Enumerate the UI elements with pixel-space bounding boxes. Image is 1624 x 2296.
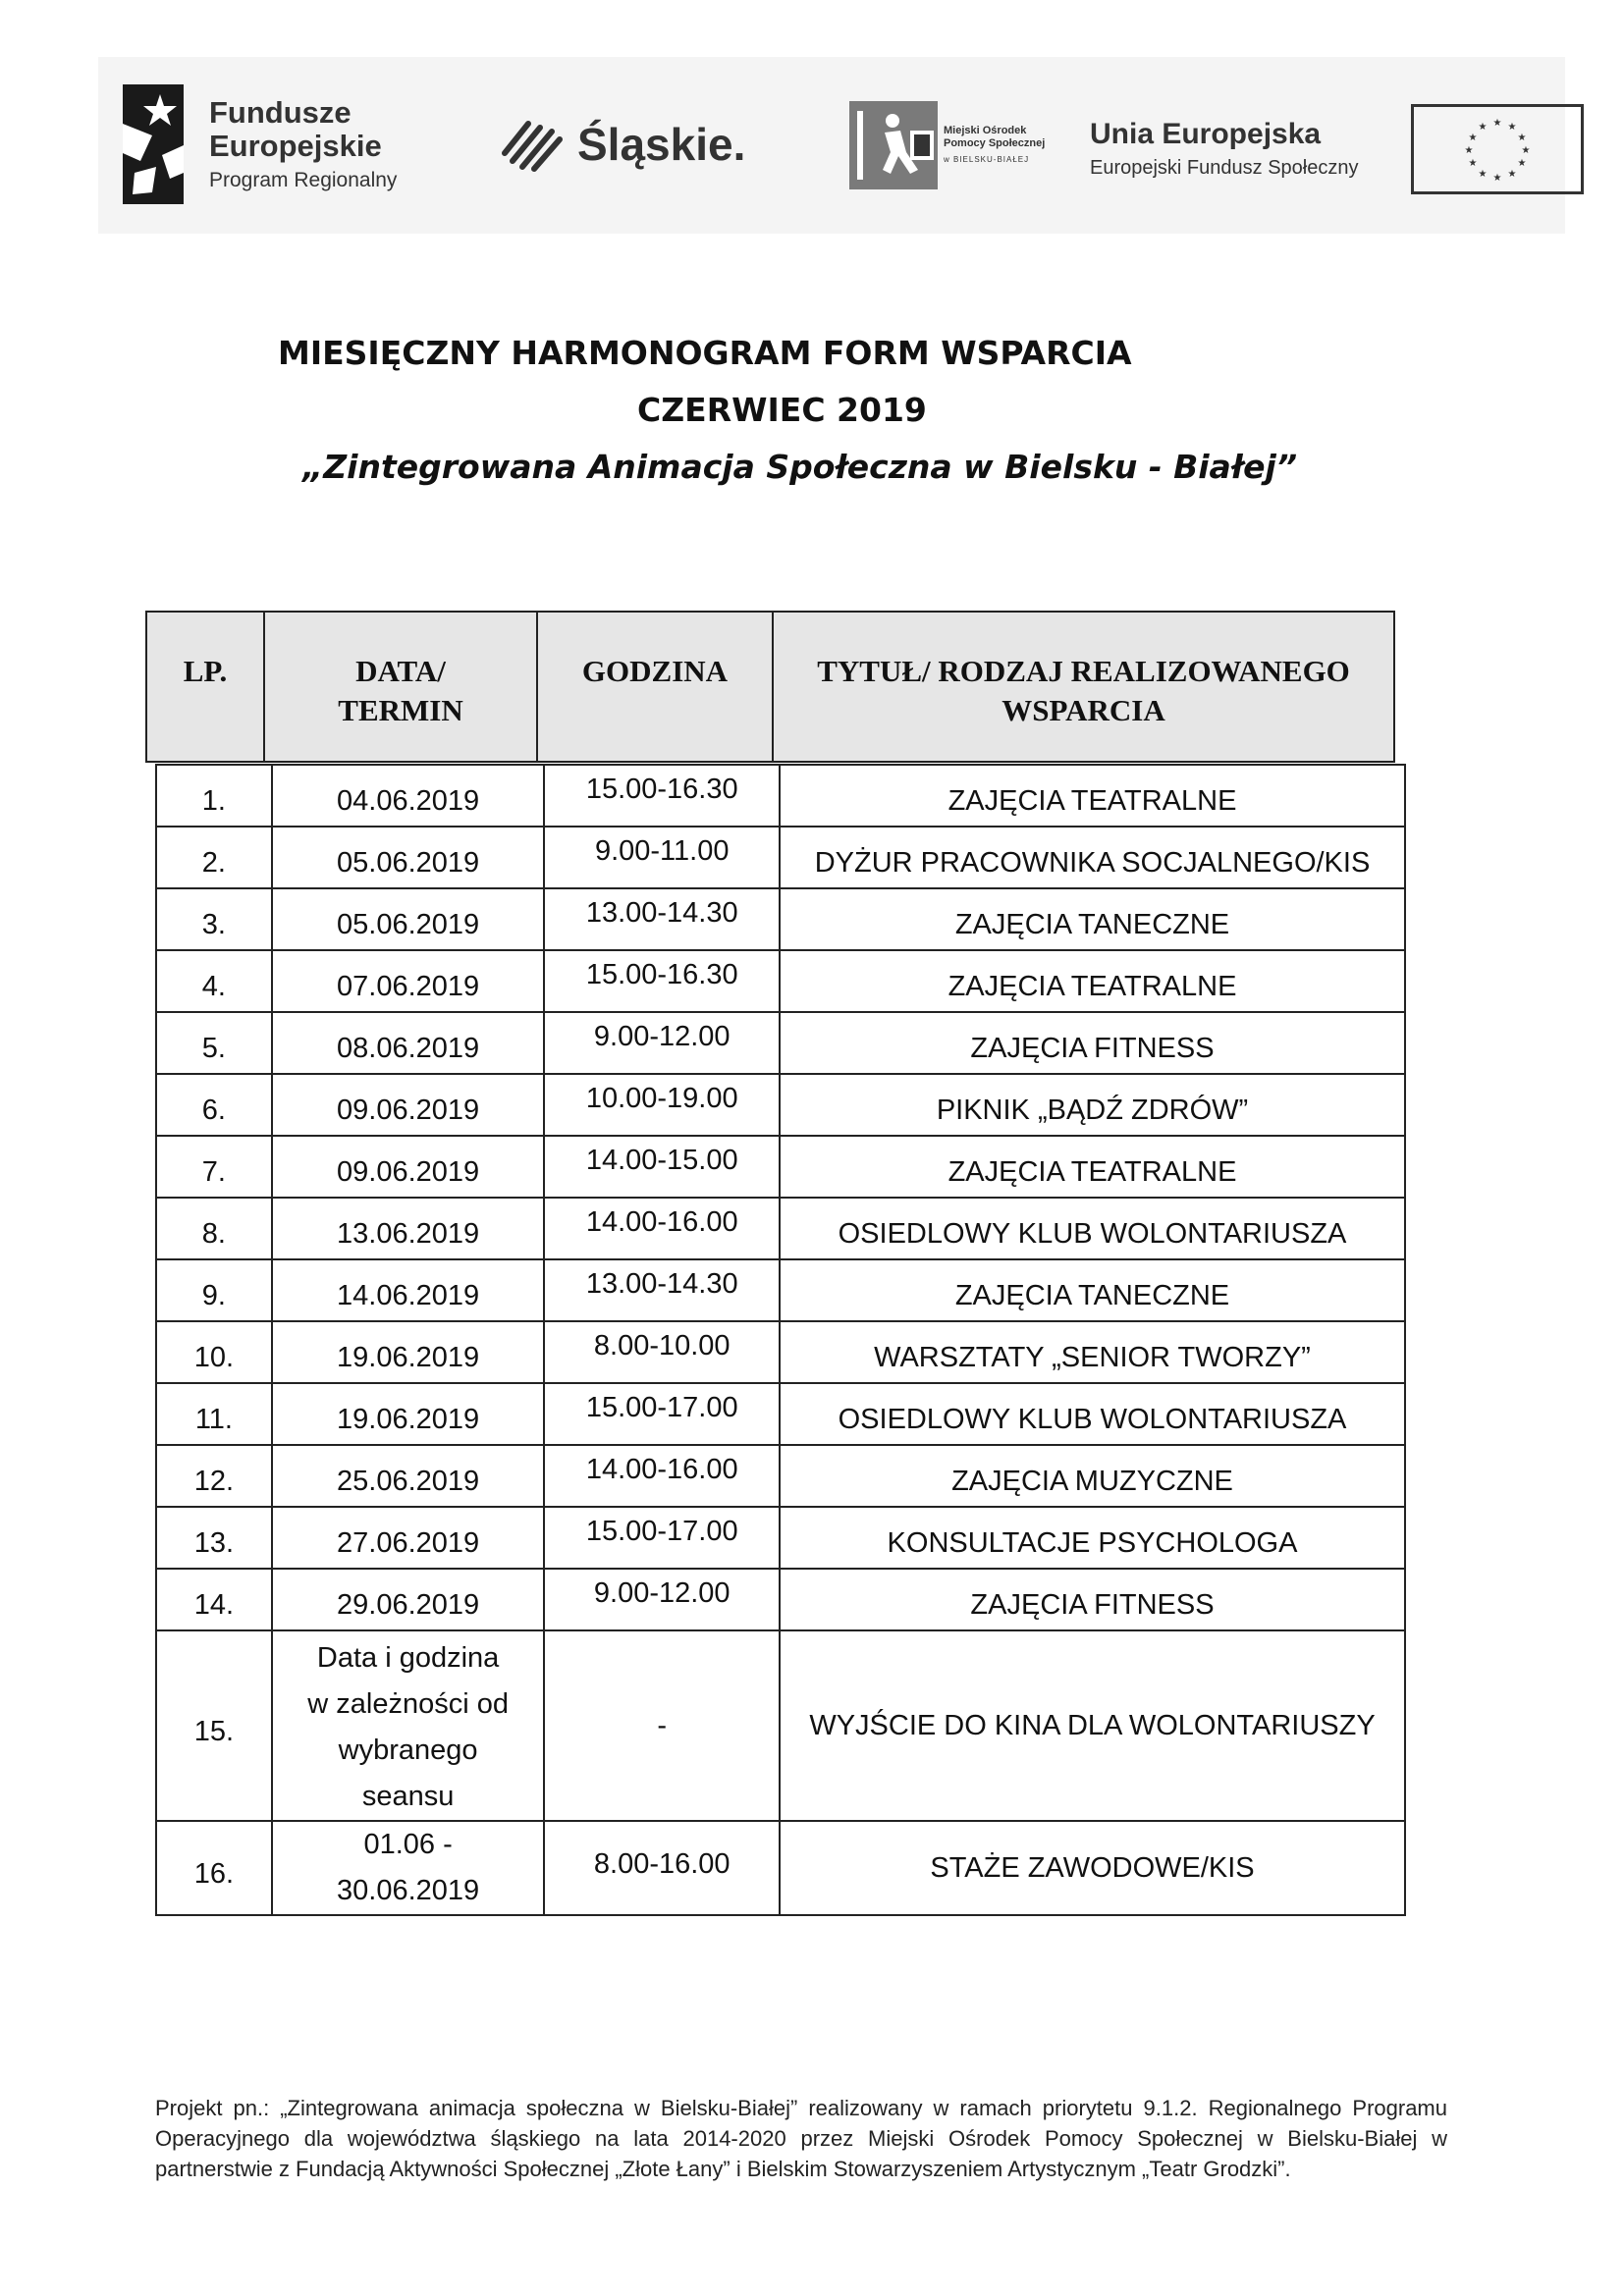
cell-lp: 1. xyxy=(156,765,272,827)
header-date: DATA/ TERMIN xyxy=(265,613,538,761)
cell-date: 09.06.2019 xyxy=(272,1074,545,1136)
cell-lp: 15. xyxy=(156,1630,272,1821)
cell-date: 13.06.2019 xyxy=(272,1198,545,1259)
cell-time: 15.00-16.30 xyxy=(544,950,780,1012)
table-row xyxy=(156,1569,1405,1630)
cell-title: ZAJĘCIA TANECZNE xyxy=(780,1259,1405,1321)
schedule-table-header xyxy=(145,611,1395,763)
cell-time: 15.00-17.00 xyxy=(544,1383,780,1445)
cell-lp: 2. xyxy=(156,827,272,888)
ue-line2: Europejski Fundusz Społeczny xyxy=(1090,157,1359,179)
cell-title: ZAJĘCIA TEATRALNE xyxy=(780,765,1405,827)
slaskie-logo xyxy=(499,114,745,175)
cell-time: 9.00-12.00 xyxy=(544,1012,780,1074)
cell-date: 27.06.2019 xyxy=(272,1507,545,1569)
logo-band xyxy=(98,57,1565,234)
table-row xyxy=(156,1198,1405,1259)
cell-lp: 10. xyxy=(156,1321,272,1383)
cell-date: 29.06.2019 xyxy=(272,1569,545,1630)
cell-title: ZAJĘCIA TEATRALNE xyxy=(780,1136,1405,1198)
cell-time: 8.00-16.00 xyxy=(544,1821,780,1915)
cell-lp: 12. xyxy=(156,1445,272,1507)
svg-text:★: ★ xyxy=(1468,133,1478,143)
schedule-table xyxy=(155,764,1406,1916)
cell-title: ZAJĘCIA MUZYCZNE xyxy=(780,1445,1405,1507)
cell-title: ZAJĘCIA TANECZNE xyxy=(780,888,1405,950)
table-row xyxy=(156,1445,1405,1507)
cell-lp: 3. xyxy=(156,888,272,950)
title-line-1: MIESIĘCZNY HARMONOGRAM FORM WSPARCIA xyxy=(278,334,1132,372)
slaskie-text: Śląskie. xyxy=(577,119,746,170)
cell-date: 07.06.2019 xyxy=(272,950,545,1012)
cell-date: 25.06.2019 xyxy=(272,1445,545,1507)
header-lp: LP. xyxy=(147,613,265,761)
table-row xyxy=(156,827,1405,888)
cell-title: OSIEDLOWY KLUB WOLONTARIUSZA xyxy=(780,1383,1405,1445)
cell-lp: 7. xyxy=(156,1136,272,1198)
cell-lp: 16. xyxy=(156,1821,272,1915)
cell-title: ZAJĘCIA FITNESS xyxy=(780,1569,1405,1630)
cell-lp: 4. xyxy=(156,950,272,1012)
ue-line1: Unia Europejska xyxy=(1090,118,1322,150)
svg-text:★: ★ xyxy=(1468,158,1478,169)
svg-text:★: ★ xyxy=(1507,122,1517,133)
svg-text:★: ★ xyxy=(1507,169,1517,180)
cell-date: 01.06 - 30.06.2019 xyxy=(272,1821,545,1915)
cell-date: 04.06.2019 xyxy=(272,765,545,827)
cell-title: STAŻE ZAWODOWE/KIS xyxy=(780,1821,1405,1915)
cell-time: 14.00-16.00 xyxy=(544,1198,780,1259)
cell-date: 19.06.2019 xyxy=(272,1383,545,1445)
cell-title: WYJŚCIE DO KINA DLA WOLONTARIUSZY xyxy=(780,1630,1405,1821)
table-row xyxy=(156,1074,1405,1136)
title-line-3: „Zintegrowana Animacja Społeczna w Bielsku - Białej” xyxy=(302,448,1298,486)
cell-date: 05.06.2019 xyxy=(272,827,545,888)
cell-date: 08.06.2019 xyxy=(272,1012,545,1074)
cell-time: 14.00-16.00 xyxy=(544,1445,780,1507)
cell-date: 19.06.2019 xyxy=(272,1321,545,1383)
table-row xyxy=(156,1630,1405,1821)
cell-lp: 5. xyxy=(156,1012,272,1074)
cell-title: PIKNIK „BĄDŹ ZDRÓW” xyxy=(780,1074,1405,1136)
cell-time: 15.00-17.00 xyxy=(544,1507,780,1569)
table-row xyxy=(156,1507,1405,1569)
fundusze-line3: Program Regionalny xyxy=(209,169,398,191)
cell-time: 13.00-14.30 xyxy=(544,888,780,950)
cell-time: 8.00-10.00 xyxy=(544,1321,780,1383)
fundusze-line1: Fundusze xyxy=(209,95,352,130)
svg-text:★: ★ xyxy=(1517,133,1527,143)
svg-text:★: ★ xyxy=(1464,145,1474,156)
cell-lp: 14. xyxy=(156,1569,272,1630)
mops-line1: Miejski Ośrodek xyxy=(944,125,1027,136)
cell-time: - xyxy=(544,1630,780,1821)
fundusze-line2: Europejskie xyxy=(209,129,382,163)
cell-title: OSIEDLOWY KLUB WOLONTARIUSZA xyxy=(780,1198,1405,1259)
cell-title: WARSZTATY „SENIOR TWORZY” xyxy=(780,1321,1405,1383)
title-line-2: CZERWIEC 2019 xyxy=(637,391,927,429)
cell-time: 14.00-15.00 xyxy=(544,1136,780,1198)
table-row xyxy=(156,950,1405,1012)
cell-lp: 9. xyxy=(156,1259,272,1321)
cell-title: ZAJĘCIA FITNESS xyxy=(780,1012,1405,1074)
cell-time: 15.00-16.30 xyxy=(544,765,780,827)
cell-date: Data i godzina w zależności od wybranego seansu xyxy=(272,1630,545,1821)
cell-title: DYŻUR PRACOWNIKA SOCJALNEGO/KIS xyxy=(780,827,1405,888)
fundusze-europejskie-mark-icon xyxy=(123,84,184,204)
table-row xyxy=(156,1259,1405,1321)
project-footer-note: Projekt pn.: „Zintegrowana animacja społeczna w Bielsku-Białej” realizowany w ramach priorytetu 9.1.2. Regionalnego Programu Operacyjnego dla województwa śląskiego na lata 2014-2020 przez Miejski Ośrodek Pomocy Społecznej w Bielsku-Białej w partnerstwie z Fundacją Aktywności Społecznej „Złote Łany” i Bielskim Stowarzyszeniem Artystycznym „Teatr Grodzki”. xyxy=(155,2096,1447,2181)
cell-lp: 11. xyxy=(156,1383,272,1445)
svg-text:★: ★ xyxy=(1492,173,1502,184)
table-row xyxy=(156,1012,1405,1074)
svg-text:★: ★ xyxy=(1517,158,1527,169)
header-title: TYTUŁ/ RODZAJ REALIZOWANEGO WSPARCIA xyxy=(817,654,1350,727)
cell-lp: 8. xyxy=(156,1198,272,1259)
table-row xyxy=(156,765,1405,827)
ue-text-logo xyxy=(1090,118,1358,180)
cell-title: ZAJĘCIA TEATRALNE xyxy=(780,950,1405,1012)
cell-date: 14.06.2019 xyxy=(272,1259,545,1321)
slaskie-wave-icon xyxy=(499,114,566,175)
cell-title: KONSULTACJE PSYCHOLOGA xyxy=(780,1507,1405,1569)
svg-text:★: ★ xyxy=(1478,169,1488,180)
mops-figure-icon xyxy=(849,101,938,189)
table-row xyxy=(156,1383,1405,1445)
svg-text:★: ★ xyxy=(1521,145,1531,156)
table-row xyxy=(156,1821,1405,1915)
cell-date: 09.06.2019 xyxy=(272,1136,545,1198)
cell-lp: 6. xyxy=(156,1074,272,1136)
eu-flag-icon xyxy=(1411,104,1584,194)
cell-lp: 13. xyxy=(156,1507,272,1569)
mops-line2: Pomocy Społecznej xyxy=(944,137,1046,149)
table-row xyxy=(156,1136,1405,1198)
mops-line3: w BIELSKU-BIAŁEJ xyxy=(944,155,1030,164)
table-row xyxy=(156,888,1405,950)
svg-text:★: ★ xyxy=(1478,122,1488,133)
cell-date: 05.06.2019 xyxy=(272,888,545,950)
table-row xyxy=(156,1321,1405,1383)
cell-time: 13.00-14.30 xyxy=(544,1259,780,1321)
header-time: GODZINA xyxy=(538,613,774,761)
cell-time: 9.00-11.00 xyxy=(544,827,780,888)
cell-time: 10.00-19.00 xyxy=(544,1074,780,1136)
cell-time: 9.00-12.00 xyxy=(544,1569,780,1630)
svg-text:★: ★ xyxy=(1492,118,1502,129)
mops-logo xyxy=(849,100,1067,190)
fundusze-europejskie-logo xyxy=(123,84,397,204)
